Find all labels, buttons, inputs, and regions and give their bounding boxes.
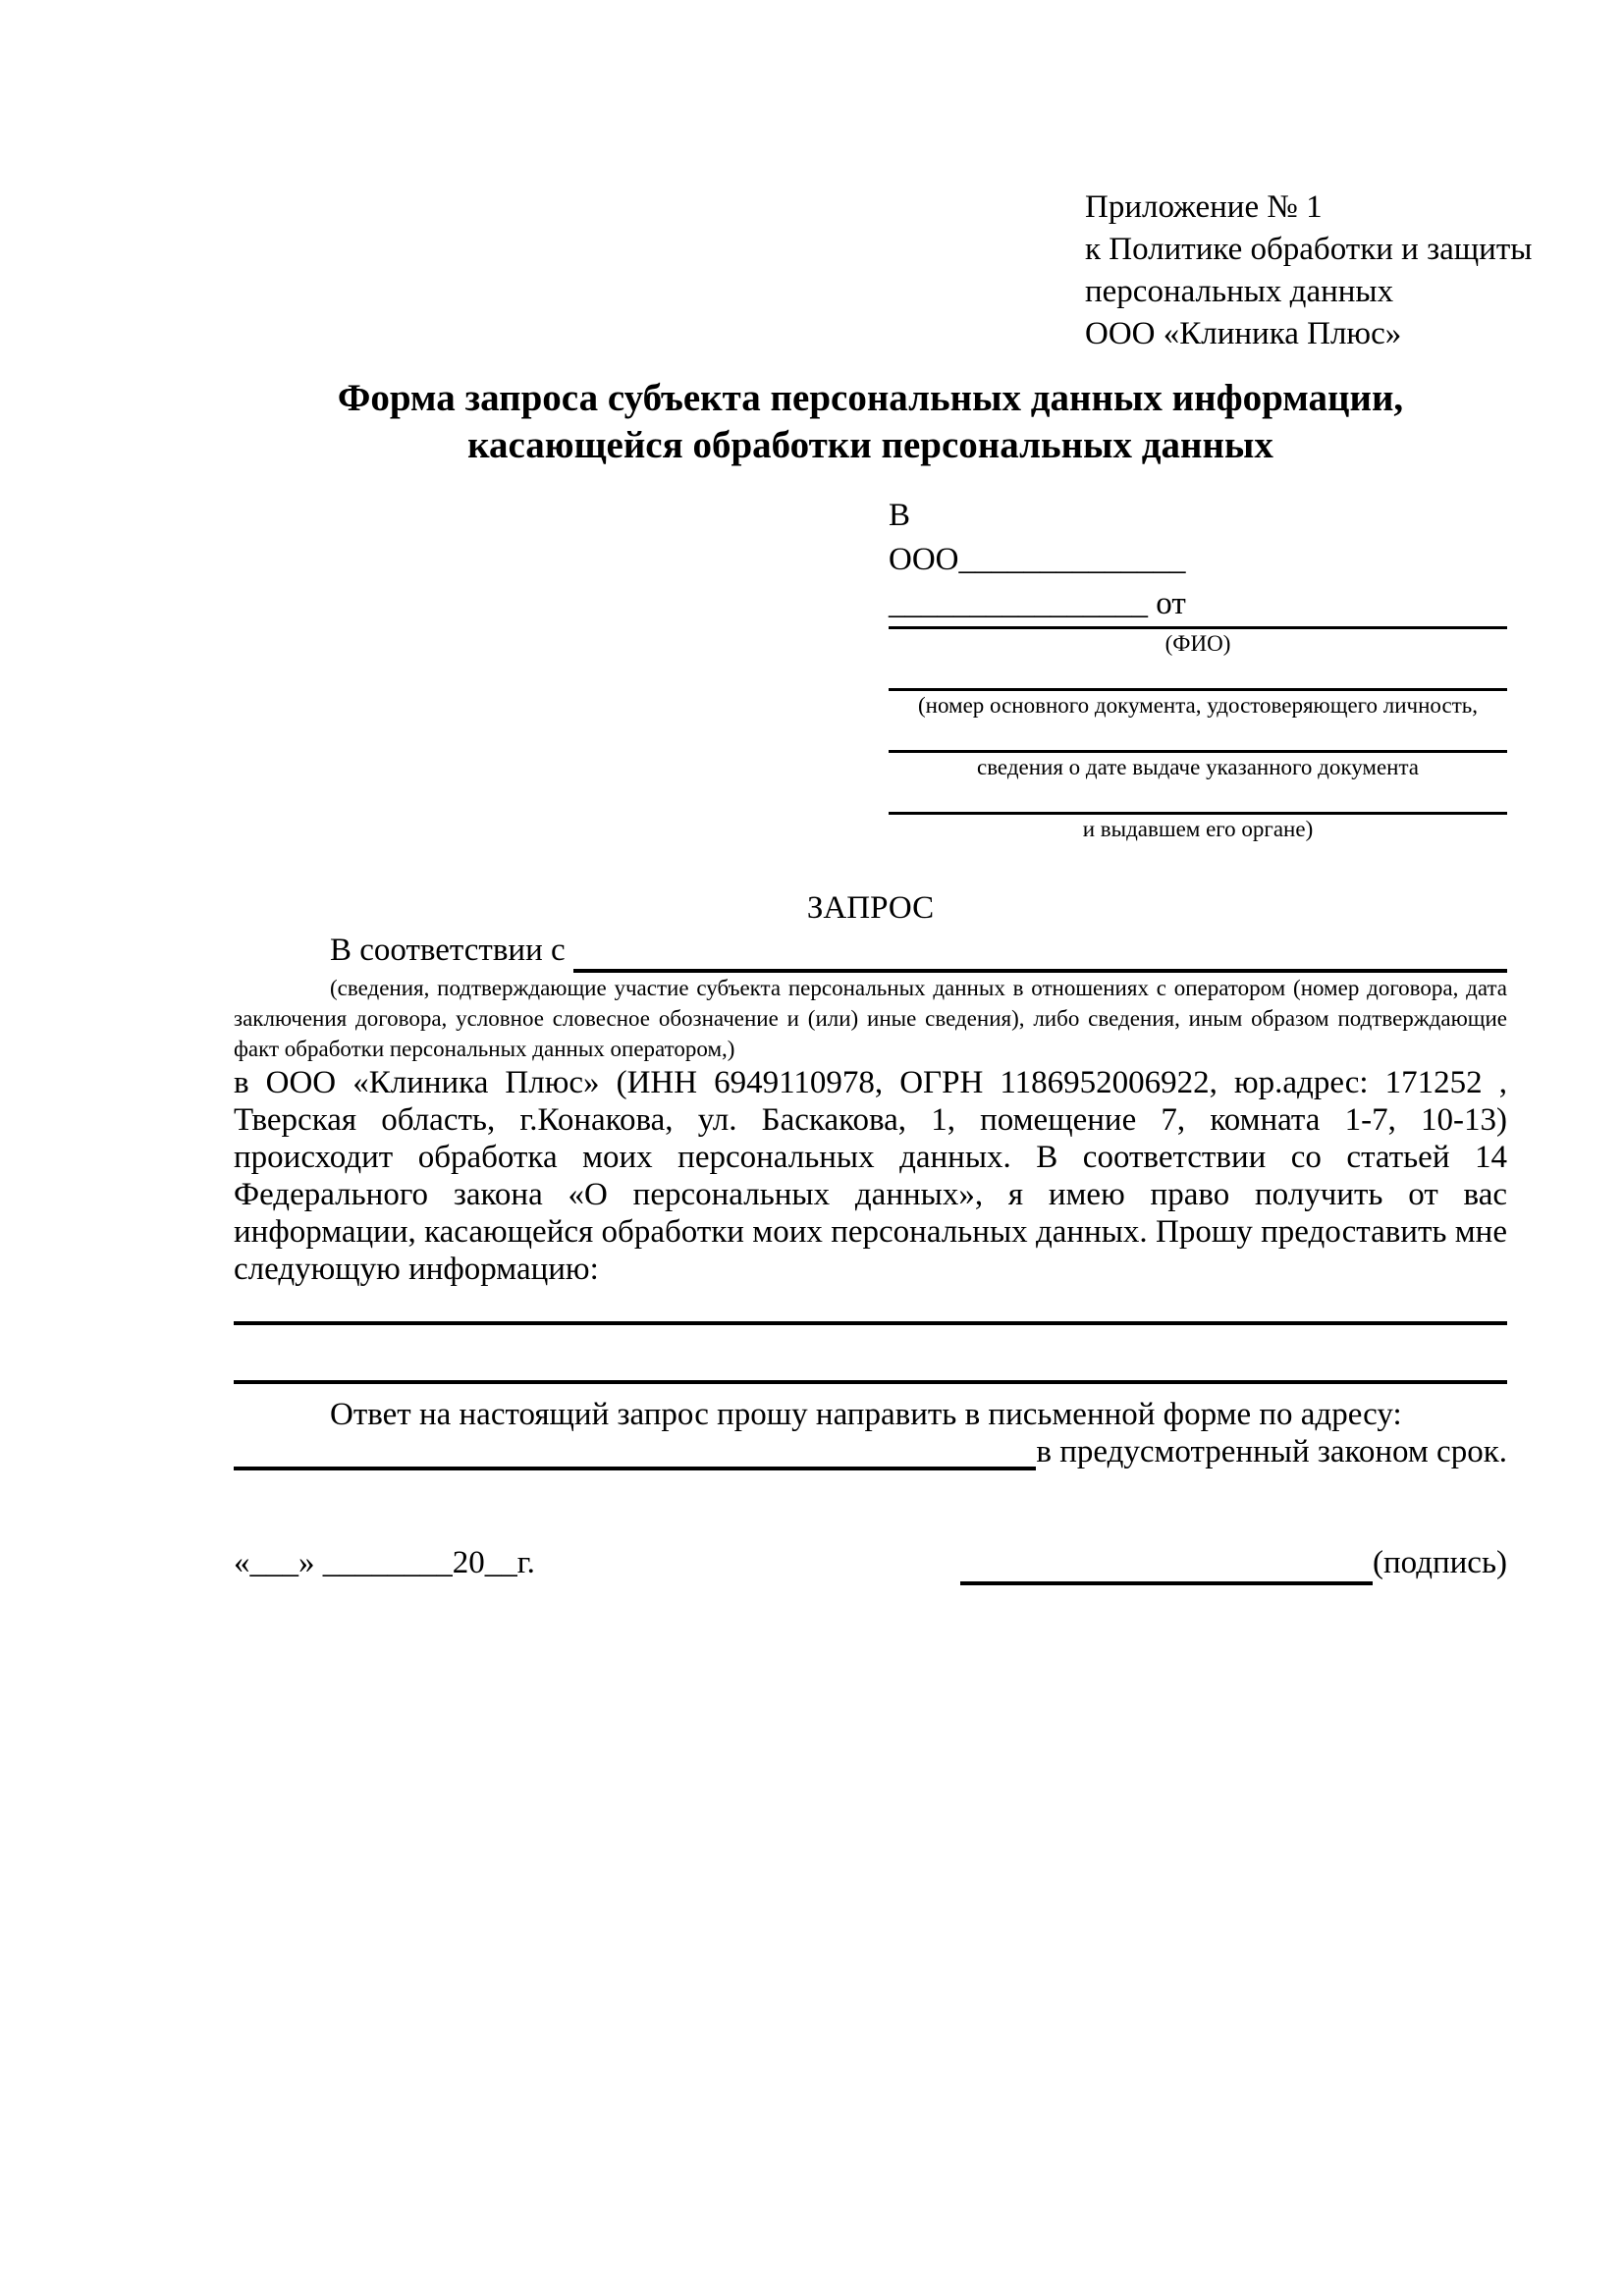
signature-blank-line bbox=[960, 1581, 1373, 1585]
fio-field bbox=[889, 626, 1507, 658]
issuing-authority-field bbox=[889, 812, 1507, 843]
addressee-organization-blank: ООО______________ bbox=[889, 542, 1186, 577]
appendix-line: персональных данных bbox=[1085, 274, 1394, 309]
appendix-line: ООО «Клиника Плюс» bbox=[1085, 316, 1402, 351]
basis-blank-line bbox=[573, 929, 1507, 973]
signature-caption: (подпись) bbox=[1373, 1545, 1507, 1580]
appendix-line: к Политике обработки и защиты bbox=[1085, 232, 1533, 267]
date-line: «___» ________20__г. bbox=[234, 1545, 535, 1580]
signature-block bbox=[960, 1541, 1507, 1585]
addressee-from-blank: ________________ от bbox=[889, 586, 1186, 621]
issue-date-caption: сведения о дате выдаче указанного документа bbox=[976, 755, 1420, 779]
issuing-authority-caption: и выдавшем его органе) bbox=[1082, 817, 1314, 841]
appendix-block bbox=[1085, 187, 1533, 355]
address-row bbox=[234, 1433, 1507, 1470]
address-blank-line bbox=[234, 1433, 1036, 1470]
issue-date-field bbox=[889, 750, 1507, 781]
footer-row bbox=[234, 1541, 1507, 1585]
response-suffix: в предусмотренный законом срок. bbox=[1036, 1434, 1507, 1469]
addressee-to: В bbox=[889, 498, 911, 533]
document-title-line-2: касающейся обработки персональных данных bbox=[467, 424, 1273, 466]
info-blank-line-2 bbox=[234, 1380, 1507, 1384]
basis-note: (сведения, подтверждающие участие субъекта персональных данных в отношениях с оператором (номер договора, дата заключения договора, условное словесное обозначение и (или) иные сведения), либо сведения, иным образом подтверждающие факт обработки персональных данных оператором,) bbox=[234, 976, 1507, 1061]
basis-row bbox=[234, 929, 1507, 973]
request-heading: ЗАПРОС bbox=[806, 890, 935, 926]
appendix-line: Приложение № 1 bbox=[1085, 189, 1323, 225]
identity-document-caption: (номер основного документа, удостоверяющего личность, bbox=[917, 693, 1478, 718]
request-body: в ООО «Клиника Плюс» (ИНН 6949110978, ОГРН 1186952006922, юр.адрес: 171252 , Тверская область, г.Конакова, ул. Баскакова, 1, помещение 7, комната 1-7, 10-13) происходит обработка моих персональных данных. В соответствии со статьей 14 Федерального закона «О персональных данных», я имею право получить от вас информации, касающейся обработки моих персональных данных. Прошу предоставить мне следующую информацию: bbox=[234, 1065, 1507, 1287]
identity-document-field bbox=[889, 688, 1507, 720]
document-title-line-1: Форма запроса субъекта персональных данных информации, bbox=[337, 377, 1404, 419]
info-blank-line-1 bbox=[234, 1321, 1507, 1325]
addressee-block bbox=[889, 494, 1507, 843]
response-paragraph: Ответ на настоящий запрос прошу направить в письменной форме по адресу: bbox=[330, 1397, 1402, 1432]
basis-prefix: В соответствии с bbox=[330, 933, 566, 968]
fio-field-caption: (ФИО) bbox=[1164, 631, 1231, 656]
document-title bbox=[234, 375, 1507, 469]
